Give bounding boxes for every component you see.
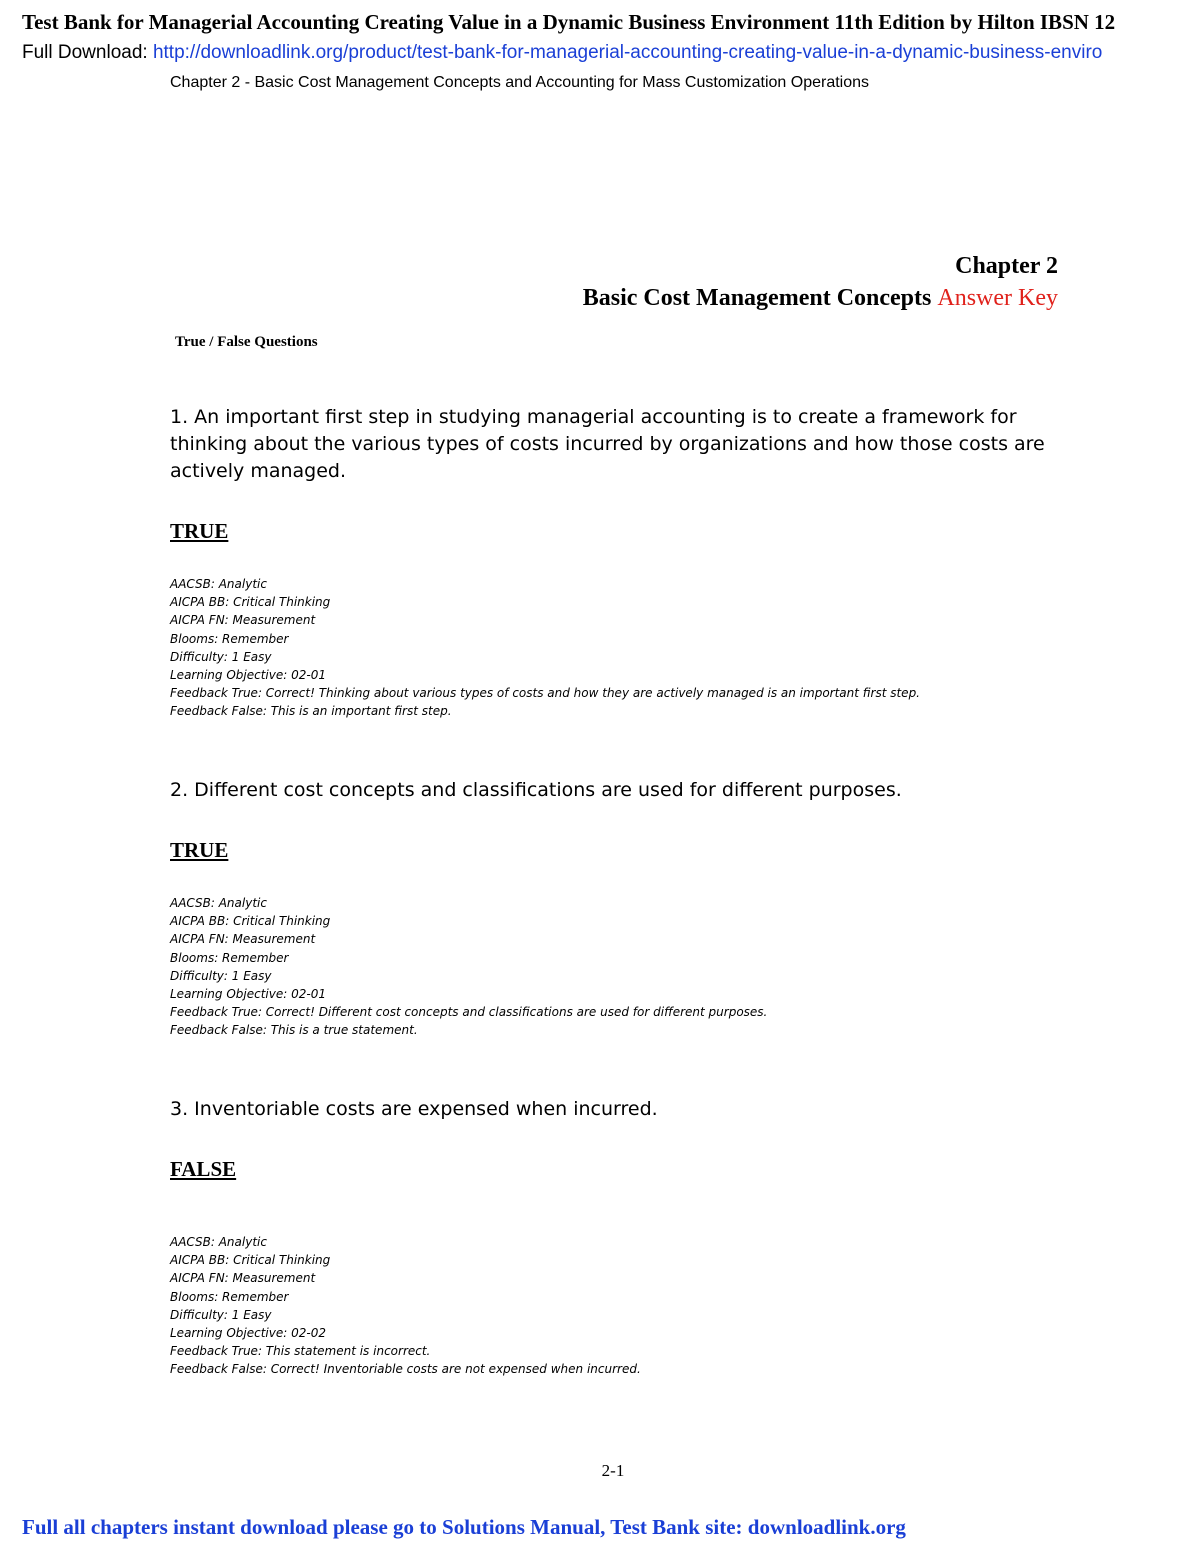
meta-line: AACSB: Analytic (170, 896, 267, 910)
meta-line: Feedback False: This is a true statement. (170, 1023, 418, 1038)
meta-line: Blooms: Remember (170, 1289, 289, 1304)
chapter-title-line (583, 282, 1058, 314)
meta-line: Blooms: Remember (170, 950, 289, 965)
meta-line: Difficulty: 1 Easy (170, 1307, 272, 1322)
download-link[interactable]: http://downloadlink.org/product/test-bank-for-managerial-accounting-creating-value-in-a-dynamic-business-enviro (152, 42, 1103, 63)
answer-label: TRUE (170, 519, 229, 543)
question-metadata (170, 894, 767, 1040)
answer-label: TRUE (170, 838, 229, 862)
question-text: 2. Different cost concepts and classifications are used for different purposes. (170, 779, 902, 801)
meta-line: Feedback False: This is an important first step. (170, 704, 452, 719)
footer-banner[interactable]: Full all chapters instant download please go to Solutions Manual, Test Bank site: downloadlink.org (22, 1515, 906, 1539)
chapter-title: Basic Cost Management Concepts (582, 285, 932, 311)
meta-line: Feedback False: Correct! Inventoriable costs are not expensed when incurred. (170, 1362, 641, 1377)
question-text: 1. An important first step in studying managerial accounting is to create a framework for thinking about the various types of costs incurred by organizations and how those costs are actively managed. (170, 406, 1045, 482)
question-metadata (170, 575, 920, 721)
meta-line: Blooms: Remember (170, 631, 289, 646)
download-line (22, 40, 1102, 66)
meta-line: AACSB: Analytic (170, 1235, 267, 1249)
meta-line: Difficulty: 1 Easy (170, 968, 272, 983)
meta-line: AICPA BB: Critical Thinking (170, 914, 331, 929)
meta-line: Learning Objective: 02-02 (170, 1326, 326, 1341)
question-metadata (170, 1233, 641, 1379)
meta-line: AICPA FN: Measurement (170, 613, 316, 628)
answer-label: FALSE (170, 1157, 237, 1181)
chapter-number: Chapter 2 (955, 253, 1058, 279)
section-label: True / False Questions (175, 334, 318, 350)
answer-key-label: Answer Key (937, 285, 1058, 311)
running-header: Chapter 2 - Basic Cost Management Concepts and Accounting for Mass Customization Operations (170, 74, 870, 91)
chapter-heading (583, 250, 1058, 314)
meta-line: Learning Objective: 02-01 (170, 668, 326, 683)
banner-title: Test Bank for Managerial Accounting Creating Value in a Dynamic Business Environment 11th Edition by Hilton IBSN 12 (22, 10, 1116, 34)
meta-line: AICPA BB: Critical Thinking (170, 1253, 331, 1268)
meta-line: Feedback True: This statement is incorrect. (170, 1344, 431, 1359)
page-number: 2-1 (601, 1461, 625, 1480)
download-label: Full Download: (22, 42, 153, 63)
meta-line: AICPA FN: Measurement (170, 932, 316, 947)
meta-line: Learning Objective: 02-01 (170, 987, 326, 1002)
meta-line: AICPA BB: Critical Thinking (170, 595, 331, 610)
question-text: 3. Inventoriable costs are expensed when incurred. (170, 1098, 658, 1120)
meta-line: Feedback True: Correct! Different cost concepts and classifications are used for different purposes. (170, 1005, 768, 1020)
meta-line: Difficulty: 1 Easy (170, 649, 272, 664)
meta-line: AACSB: Analytic (170, 577, 267, 591)
meta-line: Feedback True: Correct! Thinking about various types of costs and how they are actively managed is an important first step. (170, 686, 920, 701)
meta-line: AICPA FN: Measurement (170, 1271, 316, 1286)
